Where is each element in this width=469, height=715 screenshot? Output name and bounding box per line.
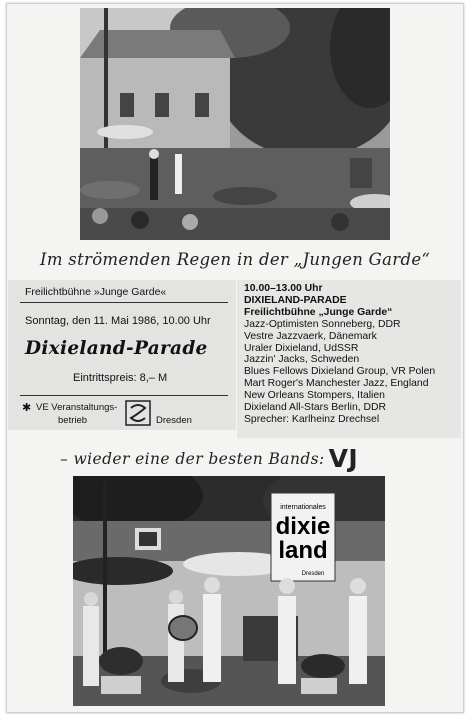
ticket-organizer: VE Veranstaltungs- (36, 402, 118, 413)
ticket-divider (20, 302, 228, 303)
banner-line2: dixie (275, 513, 331, 540)
ticket-title: Dixieland-Parade (25, 338, 208, 359)
caption-best-bands (60, 444, 358, 473)
crowd-in-rain-photo (80, 8, 390, 240)
band-list-item: Jazz-Optimisten Sonneberg, DDR (244, 318, 401, 330)
ticket-price: Eintrittspreis: 8,– M (73, 372, 168, 384)
caption-best-bands-text: – wieder eine der besten Bands: (60, 450, 325, 468)
program-venue: Freilichtbühne „Junge Garde“ (244, 306, 393, 318)
caption-rain: Im strömenden Regen in der „Jungen Garde“ (40, 250, 431, 269)
band-list-item: Dixieland All-Stars Berlin, DDR (244, 402, 387, 414)
program-time: 10.00–13.00 Uhr (244, 283, 323, 294)
stage-photo-drawing (73, 476, 385, 706)
ticket-city: Dresden (156, 415, 192, 426)
band-on-stage-photo (73, 476, 385, 706)
program-speaker: Sprecher: Karlheinz Drechsel (244, 413, 380, 425)
band-list-item: New Orleans Stompers, Italien (244, 390, 385, 402)
ticket-date: Sonntag, den 11. Mai 1986, 10.00 Uhr (25, 315, 211, 327)
ticket-organizer-2: betrieb (58, 415, 88, 426)
organizer-logo-icon (125, 400, 151, 426)
ticket-clipping (8, 280, 236, 430)
band-list-item: Blues Fellows Dixieland Group, VR Polen (244, 366, 436, 378)
banner-line3: land (278, 537, 328, 564)
band-list-item: Uraler Dixieland, UdSSR (244, 342, 359, 354)
band-list-item: Vestre Jazzvaerk, Dänemark (244, 330, 377, 342)
banner-line1: internationales (280, 504, 326, 511)
ticket-divider (20, 395, 228, 396)
banner-line4: Dresden (301, 571, 325, 577)
band-list-item: Mart Roger's Manchester Jazz, England (244, 378, 429, 390)
program-clipping (237, 280, 461, 438)
band-list-item: Jazzin' Jacks, Schweden (244, 354, 360, 366)
star-icon: ✱ (22, 402, 32, 414)
crowd-photo-drawing (80, 8, 390, 240)
ticket-venue: Freilichtbühne »Junge Garde« (25, 286, 167, 298)
caption-band-initials: VJ (328, 444, 359, 473)
program-event: DIXIELAND-PARADE (244, 294, 347, 306)
